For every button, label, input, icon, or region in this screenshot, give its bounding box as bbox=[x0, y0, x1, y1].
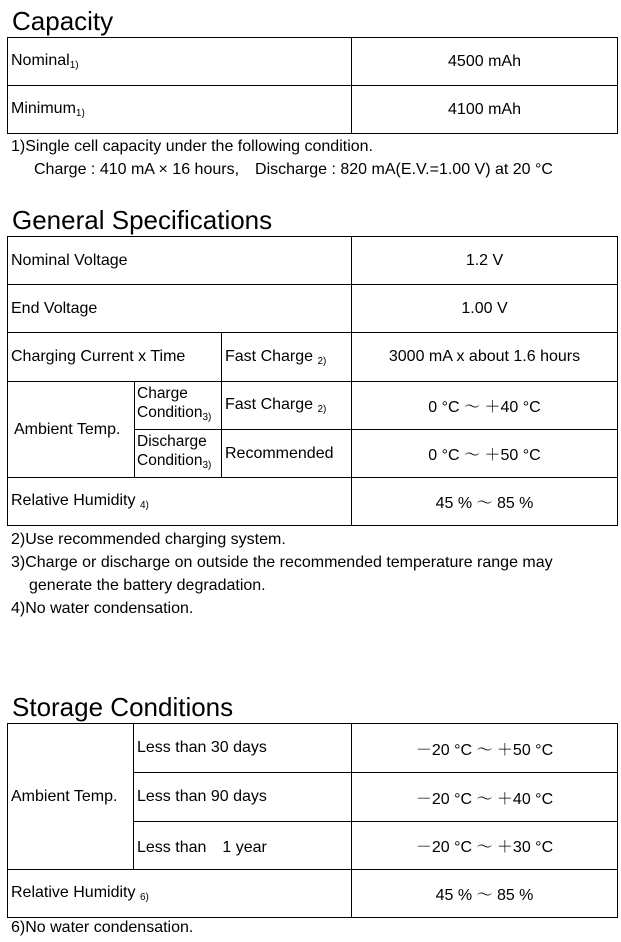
capacity-note-2: Charge : 410 mA × 16 hours, Discharge : 820 mA(E.V.=1.00 V) at 20 °C bbox=[34, 161, 553, 178]
nominal-voltage-label: Nominal Voltage bbox=[8, 237, 352, 285]
minimum-label: Minimum$_{1)}$ bbox=[8, 86, 352, 134]
general-note-3: 3)Charge or discharge on outside the recommended temperature range may bbox=[11, 554, 553, 571]
table-row bbox=[8, 478, 618, 526]
charge-mode: Fast Charge $_{2)}$ bbox=[222, 382, 352, 430]
discharge-condition-label: Discharge Condition$_{3)}$ bbox=[135, 430, 222, 478]
capacity-table bbox=[7, 37, 618, 134]
table-row bbox=[8, 870, 618, 918]
table-row bbox=[8, 382, 618, 430]
storage-note-6: 6)No water condensation. bbox=[11, 919, 194, 936]
charging-mode: Fast Charge $_{2)}$ bbox=[222, 333, 352, 382]
storage-ambient-label: Ambient Temp. bbox=[8, 724, 134, 870]
storage-humidity-value: 45 % ～ 85 % bbox=[352, 870, 618, 918]
capacity-title: Capacity bbox=[12, 6, 114, 36]
discharge-temp-value: 0 °C ～ ＋50 °C bbox=[352, 430, 618, 478]
storage-temp-value: －20 °C ～ ＋40 °C bbox=[352, 773, 618, 822]
table-row bbox=[8, 333, 618, 382]
nominal-value: 4500 mAh bbox=[352, 38, 618, 86]
humidity-label: Relative Humidity $_{4)}$ bbox=[8, 478, 352, 526]
storage-period: Less than 30 days bbox=[134, 724, 352, 773]
table-row bbox=[8, 285, 618, 333]
end-voltage-value: 1.00 V bbox=[352, 285, 618, 333]
table-row bbox=[8, 38, 618, 86]
general-note-3-cont: generate the battery degradation. bbox=[29, 577, 266, 594]
table-row bbox=[8, 86, 618, 134]
charging-value: 3000 mA x about 1.6 hours bbox=[352, 333, 618, 382]
storage-table bbox=[7, 723, 618, 918]
charge-condition-label: Charge Condition$_{3)}$ bbox=[135, 382, 222, 430]
storage-title: Storage Conditions bbox=[12, 692, 234, 722]
general-note-4: 4)No water condensation. bbox=[11, 600, 194, 617]
storage-period: Less than 90 days bbox=[134, 773, 352, 822]
general-note-2: 2)Use recommended charging system. bbox=[11, 531, 286, 548]
nominal-label: Nominal$_{1)}$ bbox=[8, 38, 352, 86]
table-row bbox=[8, 724, 618, 773]
humidity-value: 45 % ～ 85 % bbox=[352, 478, 618, 526]
storage-temp-value: －20 °C ～ ＋30 °C bbox=[352, 822, 618, 870]
ambient-temp-label: Ambient Temp. bbox=[8, 382, 135, 478]
charging-label: Charging Current x Time bbox=[8, 333, 222, 382]
storage-temp-value: －20 °C ～ ＋50 °C bbox=[352, 724, 618, 773]
nominal-voltage-value: 1.2 V bbox=[352, 237, 618, 285]
capacity-note-1: 1)Single cell capacity under the following condition. bbox=[11, 138, 373, 155]
general-title: General Specifications bbox=[12, 205, 273, 235]
general-table bbox=[7, 236, 618, 526]
table-row bbox=[8, 237, 618, 285]
charge-temp-value: 0 °C ～ ＋40 °C bbox=[352, 382, 618, 430]
minimum-value: 4100 mAh bbox=[352, 86, 618, 134]
end-voltage-label: End Voltage bbox=[8, 285, 352, 333]
storage-period: Less than 1 year bbox=[134, 822, 352, 870]
storage-humidity-label: Relative Humidity $_{6)}$ bbox=[8, 870, 352, 918]
discharge-mode: Recommended bbox=[222, 430, 352, 478]
